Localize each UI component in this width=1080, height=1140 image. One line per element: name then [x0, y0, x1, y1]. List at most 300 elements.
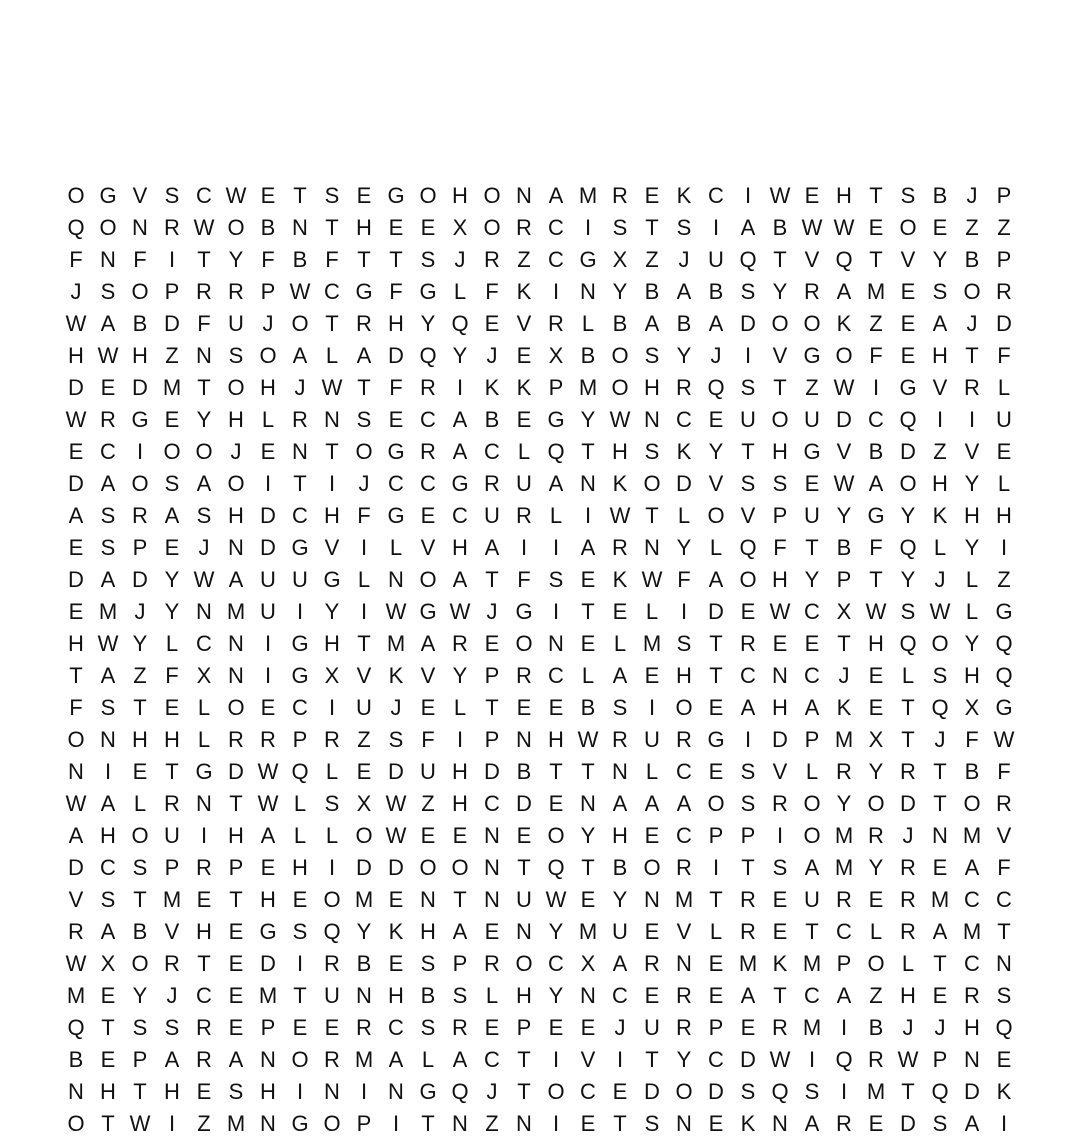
grid-letter[interactable]: N: [676, 951, 692, 976]
grid-letter[interactable]: R: [420, 375, 436, 400]
grid-letter[interactable]: G: [707, 727, 725, 752]
grid-letter[interactable]: D: [388, 855, 404, 880]
grid-letter[interactable]: T: [869, 567, 883, 592]
grid-letter[interactable]: C: [708, 183, 724, 208]
grid-letter[interactable]: E: [612, 1079, 628, 1104]
grid-letter[interactable]: C: [804, 599, 820, 624]
grid-letter[interactable]: R: [868, 823, 884, 848]
grid-letter[interactable]: T: [901, 727, 915, 752]
grid-letter[interactable]: X: [548, 343, 564, 368]
grid-letter[interactable]: W: [833, 215, 855, 240]
grid-letter[interactable]: R: [516, 663, 532, 688]
grid-letter[interactable]: I: [552, 599, 560, 624]
grid-letter[interactable]: L: [613, 631, 627, 656]
grid-letter[interactable]: M: [962, 919, 982, 944]
grid-letter[interactable]: F: [165, 663, 179, 688]
grid-letter[interactable]: G: [291, 1111, 309, 1136]
grid-letter[interactable]: K: [740, 1111, 756, 1136]
grid-letter[interactable]: T: [613, 1111, 627, 1136]
grid-letter[interactable]: R: [900, 855, 916, 880]
grid-letter[interactable]: I: [552, 1111, 560, 1136]
grid-letter[interactable]: J: [262, 311, 274, 336]
grid-letter[interactable]: V: [356, 663, 372, 688]
grid-letter[interactable]: T: [485, 695, 499, 720]
grid-letter[interactable]: N: [68, 759, 84, 784]
grid-letter[interactable]: B: [420, 983, 436, 1008]
grid-letter[interactable]: Y: [708, 439, 724, 464]
grid-letter[interactable]: R: [740, 887, 756, 912]
grid-letter[interactable]: W: [609, 407, 631, 432]
grid-letter[interactable]: K: [516, 375, 532, 400]
grid-letter[interactable]: H: [132, 727, 148, 752]
grid-letter[interactable]: L: [197, 727, 211, 752]
grid-letter[interactable]: E: [388, 951, 404, 976]
grid-letter[interactable]: J: [70, 279, 82, 304]
grid-letter[interactable]: H: [164, 727, 180, 752]
grid-letter[interactable]: M: [162, 887, 182, 912]
grid-letter[interactable]: Z: [421, 791, 435, 816]
grid-letter[interactable]: N: [292, 215, 308, 240]
grid-letter[interactable]: W: [545, 887, 567, 912]
grid-letter[interactable]: W: [321, 375, 343, 400]
grid-letter[interactable]: S: [164, 1015, 180, 1040]
grid-letter[interactable]: M: [738, 951, 758, 976]
grid-letter[interactable]: O: [803, 311, 821, 336]
grid-letter[interactable]: Q: [899, 535, 917, 560]
grid-letter[interactable]: Y: [836, 503, 852, 528]
grid-letter[interactable]: U: [164, 823, 180, 848]
grid-letter[interactable]: T: [133, 695, 147, 720]
grid-letter[interactable]: O: [483, 215, 501, 240]
grid-letter[interactable]: S: [644, 343, 660, 368]
grid-letter[interactable]: S: [740, 1079, 756, 1104]
grid-letter[interactable]: X: [612, 247, 628, 272]
grid-letter[interactable]: W: [449, 599, 471, 624]
grid-letter[interactable]: N: [580, 983, 596, 1008]
grid-letter[interactable]: T: [549, 759, 563, 784]
grid-letter[interactable]: G: [99, 183, 117, 208]
grid-letter[interactable]: I: [552, 279, 560, 304]
grid-letter[interactable]: W: [65, 791, 87, 816]
grid-letter[interactable]: S: [420, 247, 436, 272]
grid-letter[interactable]: U: [804, 887, 820, 912]
grid-letter[interactable]: Q: [67, 1015, 85, 1040]
grid-letter[interactable]: T: [293, 983, 307, 1008]
grid-letter[interactable]: E: [388, 887, 404, 912]
grid-letter[interactable]: R: [900, 887, 916, 912]
grid-letter[interactable]: G: [995, 695, 1013, 720]
grid-letter[interactable]: E: [932, 855, 948, 880]
grid-letter[interactable]: H: [612, 439, 628, 464]
grid-letter[interactable]: C: [484, 791, 500, 816]
grid-letter[interactable]: T: [645, 503, 659, 528]
grid-letter[interactable]: X: [196, 663, 212, 688]
grid-letter[interactable]: O: [67, 1111, 85, 1136]
grid-letter[interactable]: T: [325, 215, 339, 240]
grid-letter[interactable]: D: [260, 503, 276, 528]
grid-letter[interactable]: M: [66, 983, 86, 1008]
grid-letter[interactable]: W: [641, 567, 663, 592]
grid-letter[interactable]: H: [964, 503, 980, 528]
grid-letter[interactable]: O: [323, 1111, 341, 1136]
grid-letter[interactable]: H: [292, 855, 308, 880]
grid-letter[interactable]: G: [387, 183, 405, 208]
grid-letter[interactable]: E: [260, 183, 276, 208]
grid-letter[interactable]: L: [421, 1047, 435, 1072]
grid-letter[interactable]: X: [580, 951, 596, 976]
grid-letter[interactable]: E: [516, 695, 532, 720]
grid-letter[interactable]: A: [644, 791, 660, 816]
grid-letter[interactable]: E: [644, 983, 660, 1008]
grid-letter[interactable]: B: [676, 311, 692, 336]
grid-letter[interactable]: B: [260, 215, 276, 240]
grid-letter[interactable]: N: [420, 887, 436, 912]
grid-letter[interactable]: K: [484, 375, 500, 400]
grid-letter[interactable]: T: [645, 1047, 659, 1072]
grid-letter[interactable]: U: [996, 407, 1012, 432]
grid-letter[interactable]: Q: [739, 247, 757, 272]
grid-letter[interactable]: E: [260, 695, 276, 720]
grid-letter[interactable]: A: [420, 631, 436, 656]
grid-letter[interactable]: E: [868, 887, 884, 912]
grid-letter[interactable]: T: [805, 919, 819, 944]
grid-letter[interactable]: E: [900, 343, 916, 368]
grid-letter[interactable]: A: [644, 311, 660, 336]
grid-letter[interactable]: T: [325, 439, 339, 464]
grid-letter[interactable]: L: [645, 759, 659, 784]
grid-letter[interactable]: L: [965, 567, 979, 592]
grid-letter[interactable]: W: [257, 791, 279, 816]
grid-letter[interactable]: E: [484, 311, 500, 336]
grid-letter[interactable]: A: [196, 471, 212, 496]
grid-letter[interactable]: H: [68, 631, 84, 656]
grid-letter[interactable]: N: [196, 791, 212, 816]
grid-letter[interactable]: T: [837, 631, 851, 656]
grid-letter[interactable]: T: [101, 1015, 115, 1040]
grid-letter[interactable]: N: [580, 279, 596, 304]
grid-letter[interactable]: P: [804, 727, 820, 752]
grid-letter[interactable]: J: [230, 439, 242, 464]
grid-letter[interactable]: A: [740, 215, 756, 240]
grid-letter[interactable]: O: [803, 791, 821, 816]
grid-letter[interactable]: R: [996, 279, 1012, 304]
grid-letter[interactable]: Y: [356, 919, 372, 944]
grid-letter[interactable]: O: [963, 279, 981, 304]
grid-letter[interactable]: E: [228, 983, 244, 1008]
grid-letter[interactable]: O: [931, 631, 949, 656]
grid-letter[interactable]: I: [264, 631, 272, 656]
grid-letter[interactable]: P: [740, 823, 756, 848]
grid-letter[interactable]: U: [612, 919, 628, 944]
grid-letter[interactable]: O: [899, 215, 917, 240]
grid-letter[interactable]: V: [708, 471, 724, 496]
grid-letter[interactable]: V: [68, 887, 84, 912]
grid-letter[interactable]: L: [325, 343, 339, 368]
grid-letter[interactable]: H: [100, 823, 116, 848]
grid-letter[interactable]: F: [69, 247, 83, 272]
grid-letter[interactable]: Q: [771, 1079, 789, 1104]
grid-letter[interactable]: K: [516, 279, 532, 304]
grid-letter[interactable]: O: [291, 1047, 309, 1072]
grid-letter[interactable]: B: [132, 919, 148, 944]
grid-letter[interactable]: N: [644, 887, 660, 912]
grid-letter[interactable]: B: [132, 311, 148, 336]
grid-letter[interactable]: R: [836, 887, 852, 912]
grid-letter[interactable]: W: [225, 183, 247, 208]
grid-letter[interactable]: R: [356, 311, 372, 336]
grid-letter[interactable]: O: [419, 567, 437, 592]
grid-letter[interactable]: Z: [165, 343, 179, 368]
grid-letter[interactable]: A: [676, 279, 692, 304]
grid-letter[interactable]: L: [581, 663, 595, 688]
grid-letter[interactable]: L: [517, 439, 531, 464]
grid-letter[interactable]: C: [196, 983, 212, 1008]
grid-letter[interactable]: O: [515, 631, 533, 656]
grid-letter[interactable]: F: [261, 247, 275, 272]
grid-letter[interactable]: L: [805, 759, 819, 784]
grid-letter[interactable]: U: [708, 247, 724, 272]
grid-letter[interactable]: R: [164, 215, 180, 240]
grid-letter[interactable]: T: [517, 1047, 531, 1072]
grid-letter[interactable]: C: [548, 663, 564, 688]
grid-letter[interactable]: I: [744, 727, 752, 752]
grid-letter[interactable]: N: [548, 631, 564, 656]
grid-letter[interactable]: T: [965, 343, 979, 368]
grid-letter[interactable]: N: [228, 631, 244, 656]
grid-letter[interactable]: G: [387, 439, 405, 464]
grid-letter[interactable]: E: [580, 887, 596, 912]
grid-letter[interactable]: K: [388, 919, 404, 944]
grid-letter[interactable]: D: [996, 311, 1012, 336]
grid-letter[interactable]: I: [360, 599, 368, 624]
grid-letter[interactable]: C: [388, 1015, 404, 1040]
grid-letter[interactable]: N: [772, 1111, 788, 1136]
grid-letter[interactable]: G: [323, 567, 341, 592]
grid-letter[interactable]: Z: [133, 663, 147, 688]
grid-letter[interactable]: T: [517, 1079, 531, 1104]
grid-letter[interactable]: A: [676, 791, 692, 816]
grid-letter[interactable]: A: [164, 503, 180, 528]
grid-letter[interactable]: S: [612, 695, 628, 720]
grid-letter[interactable]: B: [580, 343, 596, 368]
grid-letter[interactable]: L: [965, 599, 979, 624]
grid-letter[interactable]: E: [484, 919, 500, 944]
grid-letter[interactable]: C: [548, 951, 564, 976]
grid-letter[interactable]: N: [516, 919, 532, 944]
grid-letter[interactable]: I: [264, 471, 272, 496]
grid-letter[interactable]: K: [676, 439, 692, 464]
grid-letter[interactable]: J: [358, 471, 370, 496]
grid-letter[interactable]: W: [769, 183, 791, 208]
grid-letter[interactable]: I: [200, 823, 208, 848]
grid-letter[interactable]: M: [802, 951, 822, 976]
grid-letter[interactable]: N: [644, 535, 660, 560]
grid-letter[interactable]: C: [484, 1047, 500, 1072]
grid-letter[interactable]: D: [68, 855, 84, 880]
grid-letter[interactable]: X: [356, 791, 372, 816]
grid-letter[interactable]: Y: [676, 343, 692, 368]
grid-letter[interactable]: G: [515, 599, 533, 624]
grid-letter[interactable]: K: [676, 183, 692, 208]
grid-letter[interactable]: W: [65, 951, 87, 976]
grid-letter[interactable]: J: [678, 247, 690, 272]
grid-letter[interactable]: V: [132, 183, 148, 208]
grid-letter[interactable]: U: [292, 567, 308, 592]
grid-letter[interactable]: B: [836, 535, 852, 560]
grid-letter[interactable]: I: [840, 1079, 848, 1104]
grid-letter[interactable]: W: [577, 727, 599, 752]
grid-letter[interactable]: R: [260, 727, 276, 752]
grid-letter[interactable]: R: [164, 791, 180, 816]
grid-letter[interactable]: A: [452, 567, 468, 592]
grid-letter[interactable]: S: [740, 279, 756, 304]
grid-letter[interactable]: A: [292, 343, 308, 368]
grid-letter[interactable]: V: [580, 1047, 596, 1072]
grid-letter[interactable]: Q: [291, 759, 309, 784]
grid-letter[interactable]: I: [104, 759, 112, 784]
grid-letter[interactable]: A: [708, 567, 724, 592]
grid-letter[interactable]: F: [197, 311, 211, 336]
grid-letter[interactable]: I: [360, 1079, 368, 1104]
grid-letter[interactable]: R: [324, 951, 340, 976]
grid-letter[interactable]: Z: [485, 1111, 499, 1136]
grid-letter[interactable]: T: [805, 535, 819, 560]
grid-letter[interactable]: I: [456, 375, 464, 400]
grid-letter[interactable]: G: [291, 535, 309, 560]
grid-letter[interactable]: B: [484, 407, 500, 432]
grid-letter[interactable]: E: [868, 215, 884, 240]
grid-letter[interactable]: H: [516, 983, 532, 1008]
grid-letter[interactable]: Y: [324, 599, 340, 624]
grid-letter[interactable]: T: [133, 1079, 147, 1104]
grid-letter[interactable]: Y: [612, 887, 628, 912]
grid-letter[interactable]: R: [324, 727, 340, 752]
grid-letter[interactable]: I: [136, 439, 144, 464]
grid-letter[interactable]: V: [420, 535, 436, 560]
grid-letter[interactable]: E: [292, 887, 308, 912]
grid-letter[interactable]: R: [548, 311, 564, 336]
grid-letter[interactable]: W: [929, 599, 951, 624]
grid-letter[interactable]: J: [486, 343, 498, 368]
grid-letter[interactable]: U: [420, 759, 436, 784]
grid-letter[interactable]: R: [676, 375, 692, 400]
grid-letter[interactable]: V: [996, 823, 1012, 848]
grid-letter[interactable]: R: [228, 727, 244, 752]
grid-letter[interactable]: E: [356, 759, 372, 784]
grid-letter[interactable]: E: [516, 407, 532, 432]
grid-letter[interactable]: A: [740, 983, 756, 1008]
grid-letter[interactable]: Y: [900, 567, 916, 592]
grid-letter[interactable]: S: [932, 1111, 948, 1136]
grid-letter[interactable]: S: [740, 375, 756, 400]
grid-letter[interactable]: J: [198, 535, 210, 560]
grid-letter[interactable]: S: [996, 983, 1012, 1008]
grid-letter[interactable]: E: [196, 887, 212, 912]
grid-letter[interactable]: S: [100, 503, 116, 528]
grid-letter[interactable]: H: [164, 1079, 180, 1104]
grid-letter[interactable]: B: [356, 951, 372, 976]
grid-letter[interactable]: L: [485, 983, 499, 1008]
grid-letter[interactable]: M: [578, 183, 598, 208]
grid-letter[interactable]: E: [420, 215, 436, 240]
grid-letter[interactable]: V: [964, 439, 980, 464]
grid-letter[interactable]: W: [193, 215, 215, 240]
grid-letter[interactable]: O: [899, 471, 917, 496]
grid-letter[interactable]: H: [228, 503, 244, 528]
grid-letter[interactable]: N: [68, 1079, 84, 1104]
grid-letter[interactable]: M: [258, 983, 278, 1008]
grid-letter[interactable]: S: [804, 1079, 820, 1104]
grid-letter[interactable]: O: [131, 823, 149, 848]
grid-letter[interactable]: H: [996, 503, 1012, 528]
grid-letter[interactable]: Y: [836, 791, 852, 816]
grid-letter[interactable]: I: [520, 535, 528, 560]
grid-letter[interactable]: T: [229, 887, 243, 912]
grid-letter[interactable]: V: [324, 535, 340, 560]
grid-letter[interactable]: P: [836, 951, 852, 976]
grid-letter[interactable]: R: [676, 727, 692, 752]
grid-letter[interactable]: T: [229, 791, 243, 816]
grid-letter[interactable]: B: [644, 279, 660, 304]
grid-letter[interactable]: H: [388, 311, 404, 336]
grid-letter[interactable]: I: [328, 471, 336, 496]
grid-letter[interactable]: A: [100, 471, 116, 496]
grid-letter[interactable]: D: [260, 951, 276, 976]
grid-letter[interactable]: L: [133, 791, 147, 816]
grid-letter[interactable]: E: [420, 503, 436, 528]
grid-letter[interactable]: E: [452, 823, 468, 848]
grid-letter[interactable]: F: [869, 343, 883, 368]
grid-letter[interactable]: Q: [547, 855, 565, 880]
grid-letter[interactable]: T: [165, 759, 179, 784]
grid-letter[interactable]: P: [164, 855, 180, 880]
grid-letter[interactable]: O: [291, 311, 309, 336]
grid-letter[interactable]: S: [548, 567, 564, 592]
grid-letter[interactable]: T: [581, 599, 595, 624]
grid-letter[interactable]: C: [964, 951, 980, 976]
grid-letter[interactable]: W: [833, 471, 855, 496]
grid-letter[interactable]: J: [902, 1015, 914, 1040]
grid-letter[interactable]: S: [740, 791, 756, 816]
grid-letter[interactable]: T: [389, 247, 403, 272]
grid-letter[interactable]: Q: [995, 663, 1013, 688]
grid-letter[interactable]: A: [388, 1047, 404, 1072]
grid-letter[interactable]: E: [420, 823, 436, 848]
grid-letter[interactable]: S: [388, 727, 404, 752]
grid-letter[interactable]: B: [516, 759, 532, 784]
grid-letter[interactable]: E: [740, 1015, 756, 1040]
grid-letter[interactable]: D: [676, 471, 692, 496]
grid-letter[interactable]: E: [228, 1015, 244, 1040]
grid-letter[interactable]: A: [740, 695, 756, 720]
grid-letter[interactable]: D: [644, 1079, 660, 1104]
grid-letter[interactable]: J: [966, 311, 978, 336]
grid-letter[interactable]: F: [965, 727, 979, 752]
grid-letter[interactable]: J: [390, 695, 402, 720]
grid-letter[interactable]: P: [708, 1015, 724, 1040]
grid-letter[interactable]: T: [869, 247, 883, 272]
grid-letter[interactable]: K: [612, 471, 628, 496]
grid-letter[interactable]: M: [930, 887, 950, 912]
grid-letter[interactable]: O: [451, 855, 469, 880]
grid-letter[interactable]: Y: [964, 471, 980, 496]
grid-letter[interactable]: C: [836, 919, 852, 944]
grid-letter[interactable]: H: [548, 727, 564, 752]
grid-letter[interactable]: N: [644, 407, 660, 432]
grid-letter[interactable]: F: [997, 343, 1011, 368]
grid-letter[interactable]: M: [962, 823, 982, 848]
grid-letter[interactable]: I: [712, 855, 720, 880]
